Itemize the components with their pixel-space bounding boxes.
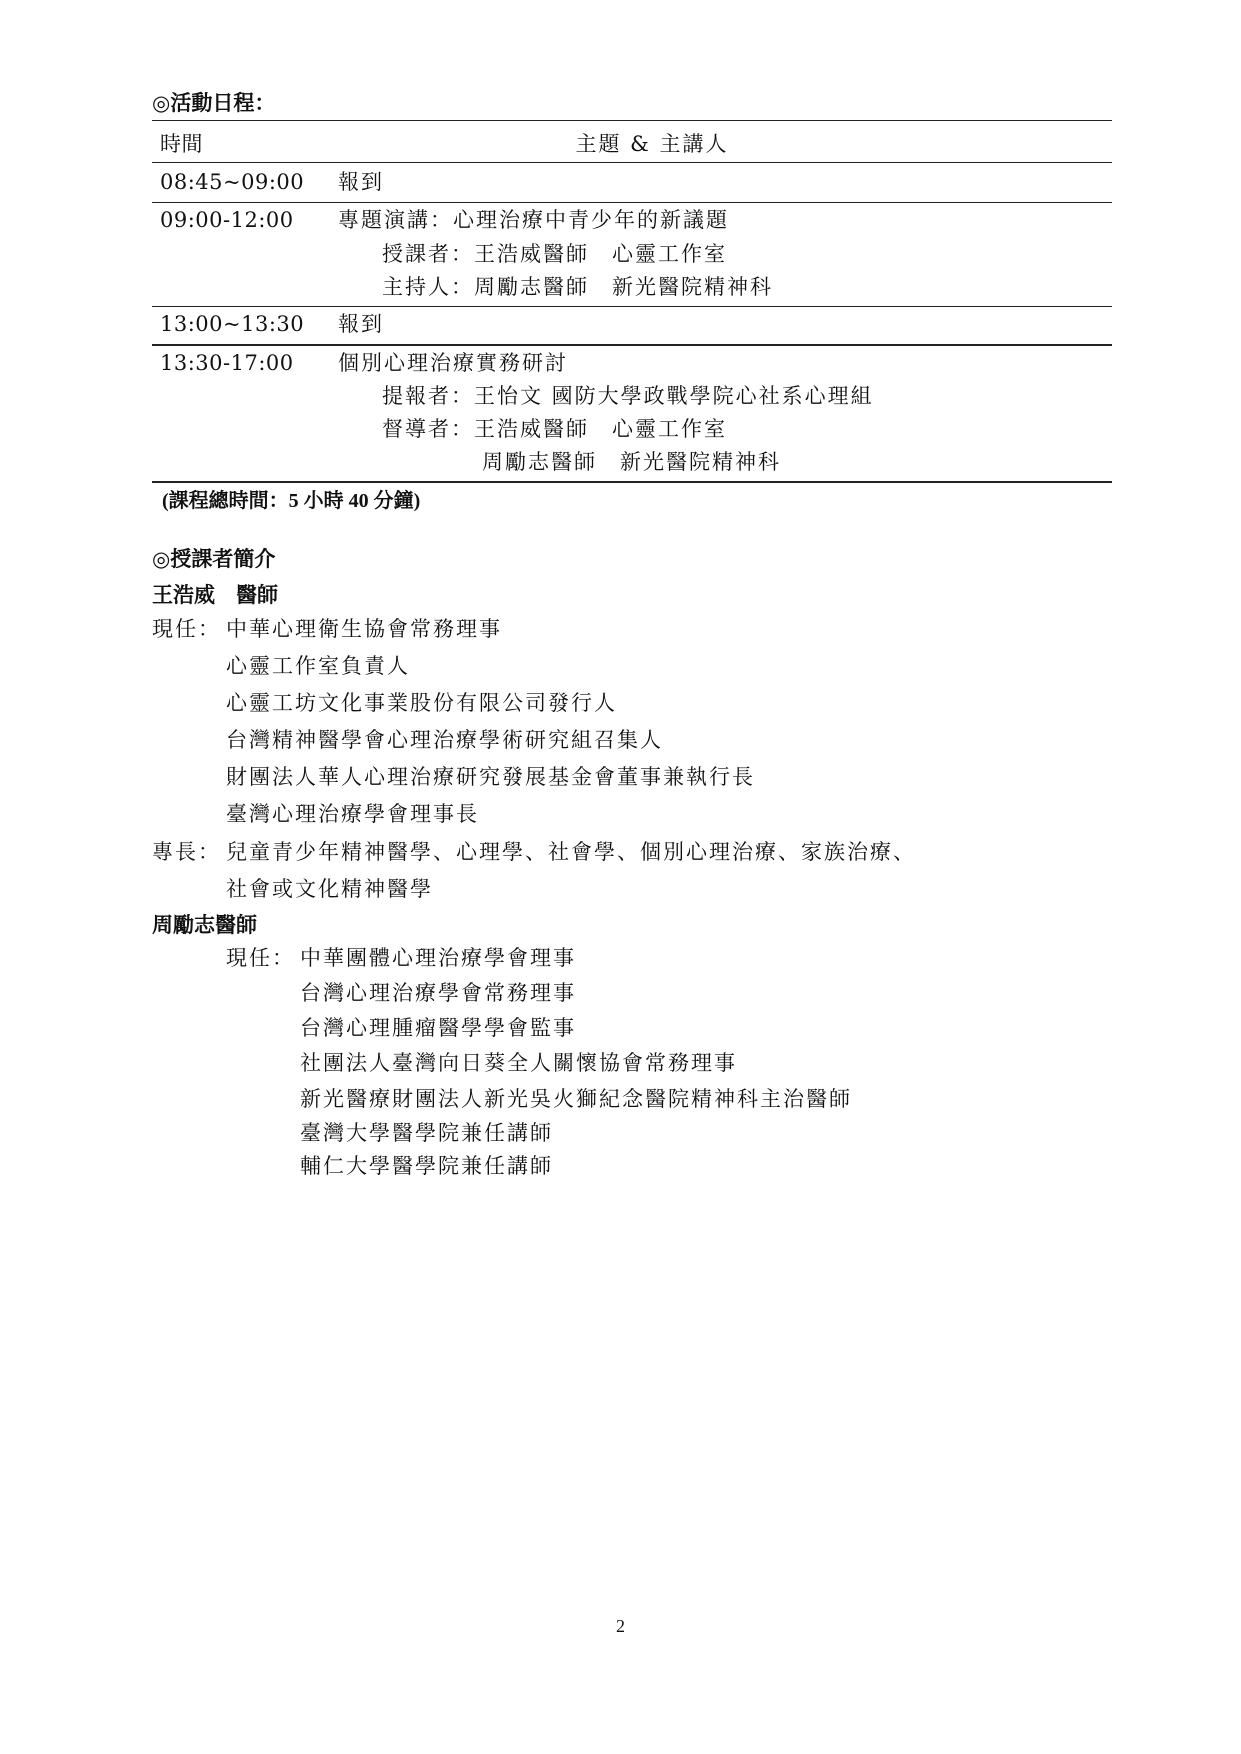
header-topic: 主題 & 主講人 [575,132,729,156]
wang-current-item: 心靈工坊文化事業股份有限公司發行人 [226,691,617,715]
total-duration: (課程總時間：5 小時 40 分鐘) [162,490,421,512]
row-time: 13:00~13:30 [160,312,305,336]
row-line: 主持人：周勵志醫師 新光醫院精神科 [382,275,773,299]
wang-current-item: 中華心理衛生協會常務理事 [226,617,502,641]
row-line: 授課者：王浩威醫師 心靈工作室 [382,242,727,266]
chou-current-item: 新光醫療財團法人新光吳火獅紀念醫院精神科主治醫師 [300,1087,852,1111]
chou-current-item: 輔仁大學醫學院兼任講師 [300,1154,553,1178]
row-line: 督導者：王浩威醫師 心靈工作室 [382,417,727,441]
schedule-heading: ◎活動日程： [152,91,276,115]
wang-current-item: 心靈工作室負責人 [226,654,410,678]
table-bottom-rule [152,481,1112,483]
wang-current-item: 台灣精神醫學會心理治療學術研究組召集人 [226,728,663,752]
chou-current-item: 台灣心理治療學會常務理事 [300,981,576,1005]
row-line: 提報者：王怡文 國防大學政戰學院心社系心理組 [382,384,874,408]
header-rule [152,162,1112,163]
row-rule [152,202,1112,203]
bio-heading: ◎授課者簡介 [152,547,276,571]
row-time: 08:45~09:00 [160,170,305,194]
wang-expertise-line: 兒童青少年精神醫學、心理學、社會學、個別心理治療、家族治療、 [226,840,916,864]
table-top-rule [152,120,1112,121]
row-line: 個別心理治療實務研討 [338,351,568,375]
chou-current-item: 社團法人臺灣向日葵全人關懷協會常務理事 [300,1051,737,1075]
row-time: 09:00-12:00 [160,208,294,232]
header-time: 時間 [160,132,203,156]
chou-name: 周勵志醫師 [152,913,257,937]
chou-current-label: 現任： [226,946,295,970]
wang-name: 王浩威 醫師 [152,583,278,607]
row-line: 報到 [338,170,384,194]
chou-current-item: 中華團體心理治療學會理事 [300,946,576,970]
row-time: 13:30-17:00 [160,351,294,375]
wang-current-item: 財團法人華人心理治療研究發展基金會董事兼執行長 [226,765,755,789]
chou-current-item: 臺灣大學醫學院兼任講師 [300,1121,553,1145]
row-line: 周勵志醫師 新光醫院精神科 [482,450,781,474]
row-line: 報到 [338,312,384,336]
wang-expertise-label: 專長： [152,840,221,864]
page-number: 2 [616,1616,625,1636]
row-line: 專題演講：心理治療中青少年的新議題 [338,208,729,232]
row-rule [152,306,1112,307]
wang-current-item: 臺灣心理治療學會理事長 [226,802,479,826]
row-rule [152,344,1112,346]
wang-current-label: 現任： [152,617,221,641]
wang-expertise-line: 社會或文化精神醫學 [226,877,433,901]
chou-current-item: 台灣心理腫瘤醫學學會監事 [300,1016,576,1040]
